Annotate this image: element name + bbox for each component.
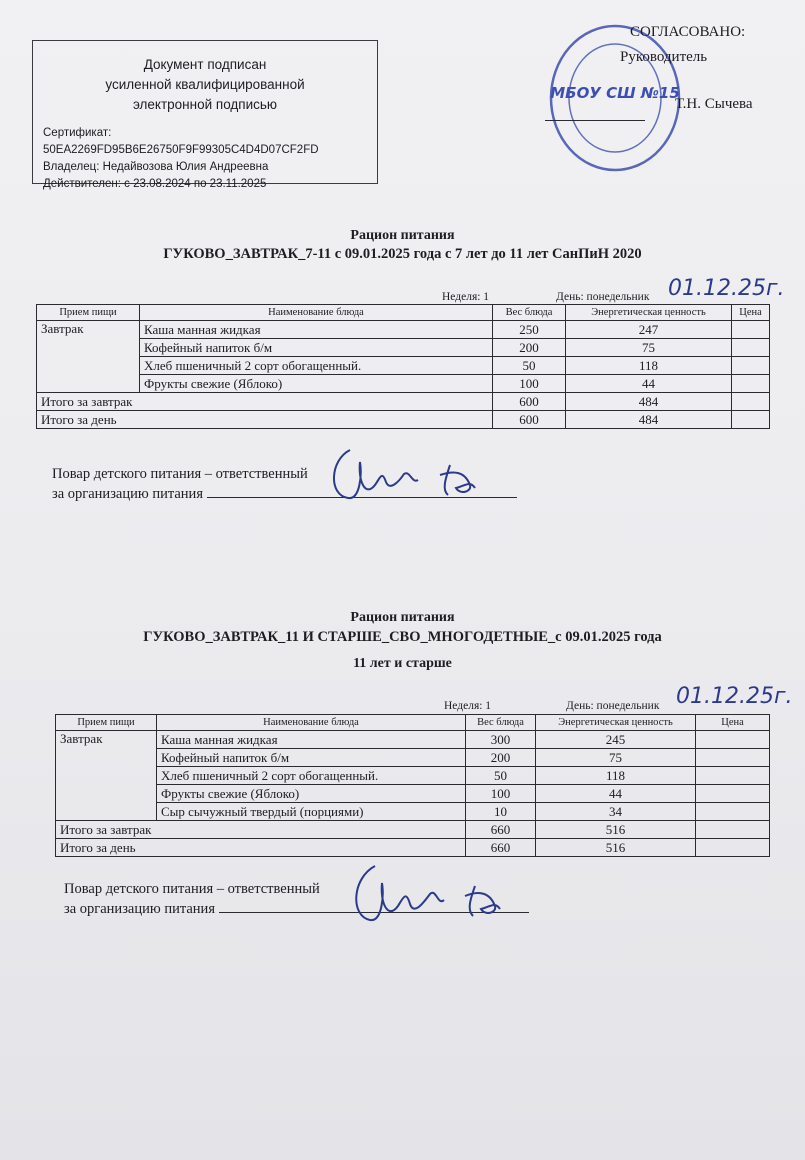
table-row: [56, 749, 770, 767]
certificate-number: 50EA2269FD95B6E26750F9F99305C4D4D07CF2FD: [43, 144, 319, 156]
total-price: [732, 411, 770, 429]
total-label: Итого за завтрак: [56, 821, 466, 839]
certificate-details: [43, 125, 377, 193]
meal-cell: Завтрак: [37, 321, 140, 393]
total-energy: 484: [566, 411, 732, 429]
dish-energy: 245: [536, 731, 696, 749]
table-header-row: [56, 715, 770, 731]
dish-price: [732, 339, 770, 357]
dish-name: Фрукты свежие (Яблоко): [157, 785, 466, 803]
menu1-week: Неделя: 1: [442, 291, 490, 303]
menu1-table: [36, 304, 770, 429]
dish-price: [732, 321, 770, 339]
column-header: Прием пищи: [56, 715, 157, 731]
cook-line: Повар детского питания – ответственный: [52, 466, 308, 482]
dish-energy: 247: [566, 321, 732, 339]
dish-price: [696, 767, 770, 785]
dish-energy: 118: [566, 357, 732, 375]
menu2-day: День: понедельник: [566, 700, 660, 712]
electronic-signature-box: [32, 40, 378, 190]
table-row: [37, 375, 770, 393]
total-row: [56, 821, 770, 839]
column-header: Цена: [732, 305, 770, 321]
dish-price: [696, 749, 770, 767]
signature-header-line: Документ подписан: [143, 57, 267, 72]
dish-energy: 44: [536, 785, 696, 803]
dish-price: [696, 785, 770, 803]
total-price: [732, 393, 770, 411]
table-row: [56, 767, 770, 785]
dish-name: Фрукты свежие (Яблоко): [140, 375, 493, 393]
total-weight: 660: [466, 821, 536, 839]
column-header: Наименование блюда: [140, 305, 493, 321]
column-header: Цена: [696, 715, 770, 731]
column-header: Энергетическая ценность: [566, 305, 732, 321]
table-row: [56, 731, 770, 749]
table-row: [37, 357, 770, 375]
meal-cell: Завтрак: [56, 731, 157, 821]
certificate-label: Сертификат:: [43, 127, 112, 139]
signature-header-line: усиленной квалифицированной: [105, 77, 305, 92]
dish-price: [696, 731, 770, 749]
approval-name: Т.Н. Сычева: [675, 96, 753, 112]
total-label: Итого за день: [56, 839, 466, 857]
approval-agreed: СОГЛАСОВАНО:: [630, 24, 746, 40]
menu1-subtitle: ГУКОВО_ЗАВТРАК_7-11 с 09.01.2025 года с 7 лет до 11 лет СанПиН 2020: [163, 246, 642, 262]
menu2-handwritten-date: 01.12.25г.: [676, 684, 793, 709]
dish-price: [732, 375, 770, 393]
dish-price: [696, 803, 770, 821]
dish-name: Сыр сычужный твердый (порциями): [157, 803, 466, 821]
total-price: [696, 839, 770, 857]
menu1-day: День: понедельник: [556, 291, 650, 303]
table-row: [37, 321, 770, 339]
column-header: Энергетическая ценность: [536, 715, 696, 731]
total-weight: 600: [493, 411, 566, 429]
dish-weight: 200: [466, 749, 536, 767]
table-row: [56, 803, 770, 821]
menu2-title: Рацион питания: [350, 610, 455, 625]
dish-energy: 44: [566, 375, 732, 393]
dish-name: Кофейный напиток б/м: [157, 749, 466, 767]
menu1-handwritten-signature: [320, 440, 510, 510]
menu2-week: Неделя: 1: [444, 700, 492, 712]
total-row: [37, 393, 770, 411]
signature-header-line: электронной подписью: [132, 97, 278, 112]
column-header: Вес блюда: [466, 715, 536, 731]
table-row: [56, 785, 770, 803]
table-row: [37, 339, 770, 357]
approval-position: Руководитель: [620, 49, 708, 65]
total-price: [696, 821, 770, 839]
dish-name: Хлеб пшеничный 2 сорт обогащенный.: [140, 357, 493, 375]
dish-name: Каша манная жидкая: [157, 731, 466, 749]
total-label: Итого за день: [37, 411, 493, 429]
menu2-table: [55, 714, 770, 857]
total-row: [37, 411, 770, 429]
dish-weight: 50: [466, 767, 536, 785]
dish-weight: 250: [493, 321, 566, 339]
total-weight: 660: [466, 839, 536, 857]
dish-energy: 34: [536, 803, 696, 821]
column-header: Наименование блюда: [157, 715, 466, 731]
total-energy: 484: [566, 393, 732, 411]
total-label: Итого за завтрак: [37, 393, 493, 411]
total-row: [56, 839, 770, 857]
dish-name: Каша манная жидкая: [140, 321, 493, 339]
menu1-title: Рацион питания: [350, 228, 455, 243]
dish-price: [732, 357, 770, 375]
dish-weight: 200: [493, 339, 566, 357]
certificate-owner: Владелец: Недайвозова Юлия Андреевна: [43, 161, 269, 173]
menu2-subtitle: ГУКОВО_ЗАВТРАК_11 И СТАРШЕ_СВО_МНОГОДЕТНЫЕ_с 09.01.2025 года: [143, 629, 662, 645]
cook-line: за организацию питания: [64, 901, 215, 917]
dish-name: Хлеб пшеничный 2 сорт обогащенный.: [157, 767, 466, 785]
dish-weight: 300: [466, 731, 536, 749]
cook-line: за организацию питания: [52, 486, 203, 502]
dish-energy: 118: [536, 767, 696, 785]
menu1-handwritten-date: 01.12.25г.: [668, 276, 785, 301]
cook-line: Повар детского питания – ответственный: [64, 881, 320, 897]
dish-name: Кофейный напиток б/м: [140, 339, 493, 357]
certificate-validity: Действителен: с 23.08.2024 по 23.11.2025: [43, 178, 267, 190]
menu2-handwritten-signature: [340, 858, 530, 933]
total-energy: 516: [536, 821, 696, 839]
column-header: Прием пищи: [37, 305, 140, 321]
approval-signature-line: [545, 120, 645, 121]
dish-weight: 50: [493, 357, 566, 375]
dish-weight: 100: [466, 785, 536, 803]
total-weight: 600: [493, 393, 566, 411]
column-header: Вес блюда: [493, 305, 566, 321]
dish-weight: 100: [493, 375, 566, 393]
menu2-subtitle-age: 11 лет и старше: [353, 656, 452, 671]
dish-energy: 75: [536, 749, 696, 767]
stamp-label: МБОУ СШ №15: [550, 84, 680, 102]
signature-header: [33, 55, 377, 115]
table-header-row: [37, 305, 770, 321]
dish-energy: 75: [566, 339, 732, 357]
total-energy: 516: [536, 839, 696, 857]
dish-weight: 10: [466, 803, 536, 821]
